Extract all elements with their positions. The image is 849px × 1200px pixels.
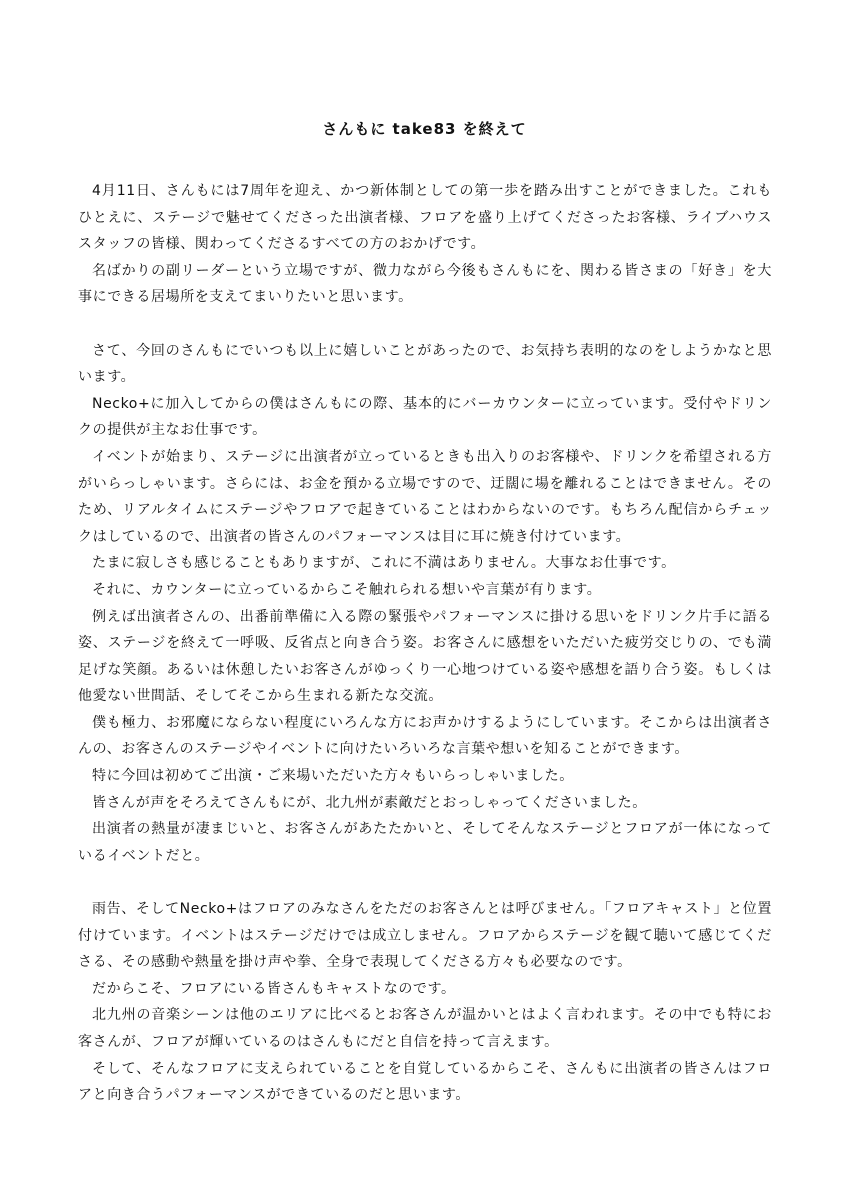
paragraph: そして、そんなフロアに支えられていることを自覚しているからこそ、さんもに出演者の皆さんはフロアと向き合うパフォーマンスができているのだと思います。 [78, 1060, 772, 1104]
paragraph: さて、今回のさんもにでいつも以上に嬉しいことがあったので、お気持ち表明的なのをしようかなと思います。 [78, 342, 772, 386]
paragraph: 出演者の熱量が凄まじいと、お客さんがあたたかいと、そしてそんなステージとフロアが一体になっているイベントだと。 [78, 821, 772, 864]
paragraph: イベントが始まり、ステージに出演者が立っているときも出入りのお客様や、ドリンクを希望される方がいらっしゃいます。さらには、お金を預かる立場ですので、迂闊に場を離れることはできません。そのため、リアルタイムにステージやフロアで起きていることはわからないのです。もちろん配信からチェックはしているので、出演者の皆さんのパフォーマンスは目に耳に焼き付けています。 [78, 448, 772, 545]
paragraph: 雨告、そしてNecko+はフロアのみなさんをただのお客さんとは呼びません。「フロアキャスト」と位置付けています。イベントはステージだけでは成立しません。フロアからステージを観て聴いて感じてくださる、その感動や熱量を掛け声や拳、全身で表現してくださる方々も必要なのです。 [78, 901, 772, 971]
paragraph: だからこそ、フロアにいる皆さんもキャストなのです。 [92, 980, 456, 997]
document-body [78, 178, 772, 1109]
paragraph-gap [78, 311, 772, 338]
paragraph: たまに寂しさも感じることもありますが、これに不満はありません。大事なお仕事です。 [92, 555, 676, 572]
paragraph: 名ばかりの副リーダーという立場ですが、微力ながら今後もさんもにを、関わる皆さまの「好き」を大事にできる居場所を支えてまいりたいと思います。 [78, 262, 772, 306]
paragraph: 例えば出演者さんの、出番前準備に入る際の緊張やパフォーマンスに掛ける思いをドリンク片手に語る姿、ステージを終えて一呼吸、反省点と向き合う姿。お客さんに感想をいただいた疲労交じりの、でも満足げな笑顔。あるいは休憩したいお客さんがゆっくり一心地つけている姿や感想を語り合う姿。もしくは他愛ない世間話、そしてそこから生まれる新たな交流。 [78, 608, 772, 705]
document-title: さんもに take83 を終えて [322, 120, 527, 138]
paragraph: それに、カウンターに立っているからこそ触れられる想いや言葉が有ります。 [92, 581, 602, 598]
paragraph: 北九州の音楽シーンは他のエリアに比べるとお客さんが温かいとはよく言われます。その中でも特にお客さんが、フロアが輝いているのはさんもにだと自信を持って言えます。 [78, 1007, 772, 1050]
paragraph: Necko+に加入してからの僕はさんもにの際、基本的にバーカウンターに立っています。受付やドリンクの提供が主なお仕事です。 [78, 395, 772, 439]
paragraph: 僕も極力、お邪魔にならない程度にいろんな方にお声かけするようにしています。そこからは出演者さんの、お客さんのステージやイベントに向けたいろいろな言葉や想いを知ることができます。 [78, 714, 772, 758]
paragraph: 特に今回は初めてご出演・ご来場いただいた方々もいらっしゃいました。 [92, 768, 574, 785]
paragraph: 4月11日、さんもには7周年を迎え、かつ新体制としての第一歩を踏み出すことができました。これもひとえに、ステージで魅せてくださった出演者様、フロアを盛り上げてくださったお客様、ライブハウススタッフの皆様、関わってくださるすべての方のおかげです。 [78, 183, 772, 253]
paragraph-gap [78, 869, 772, 896]
paragraph: 皆さんが声をそろえてさんもにが、北九州が素敵だとおっしゃってくださいました。 [92, 794, 647, 811]
